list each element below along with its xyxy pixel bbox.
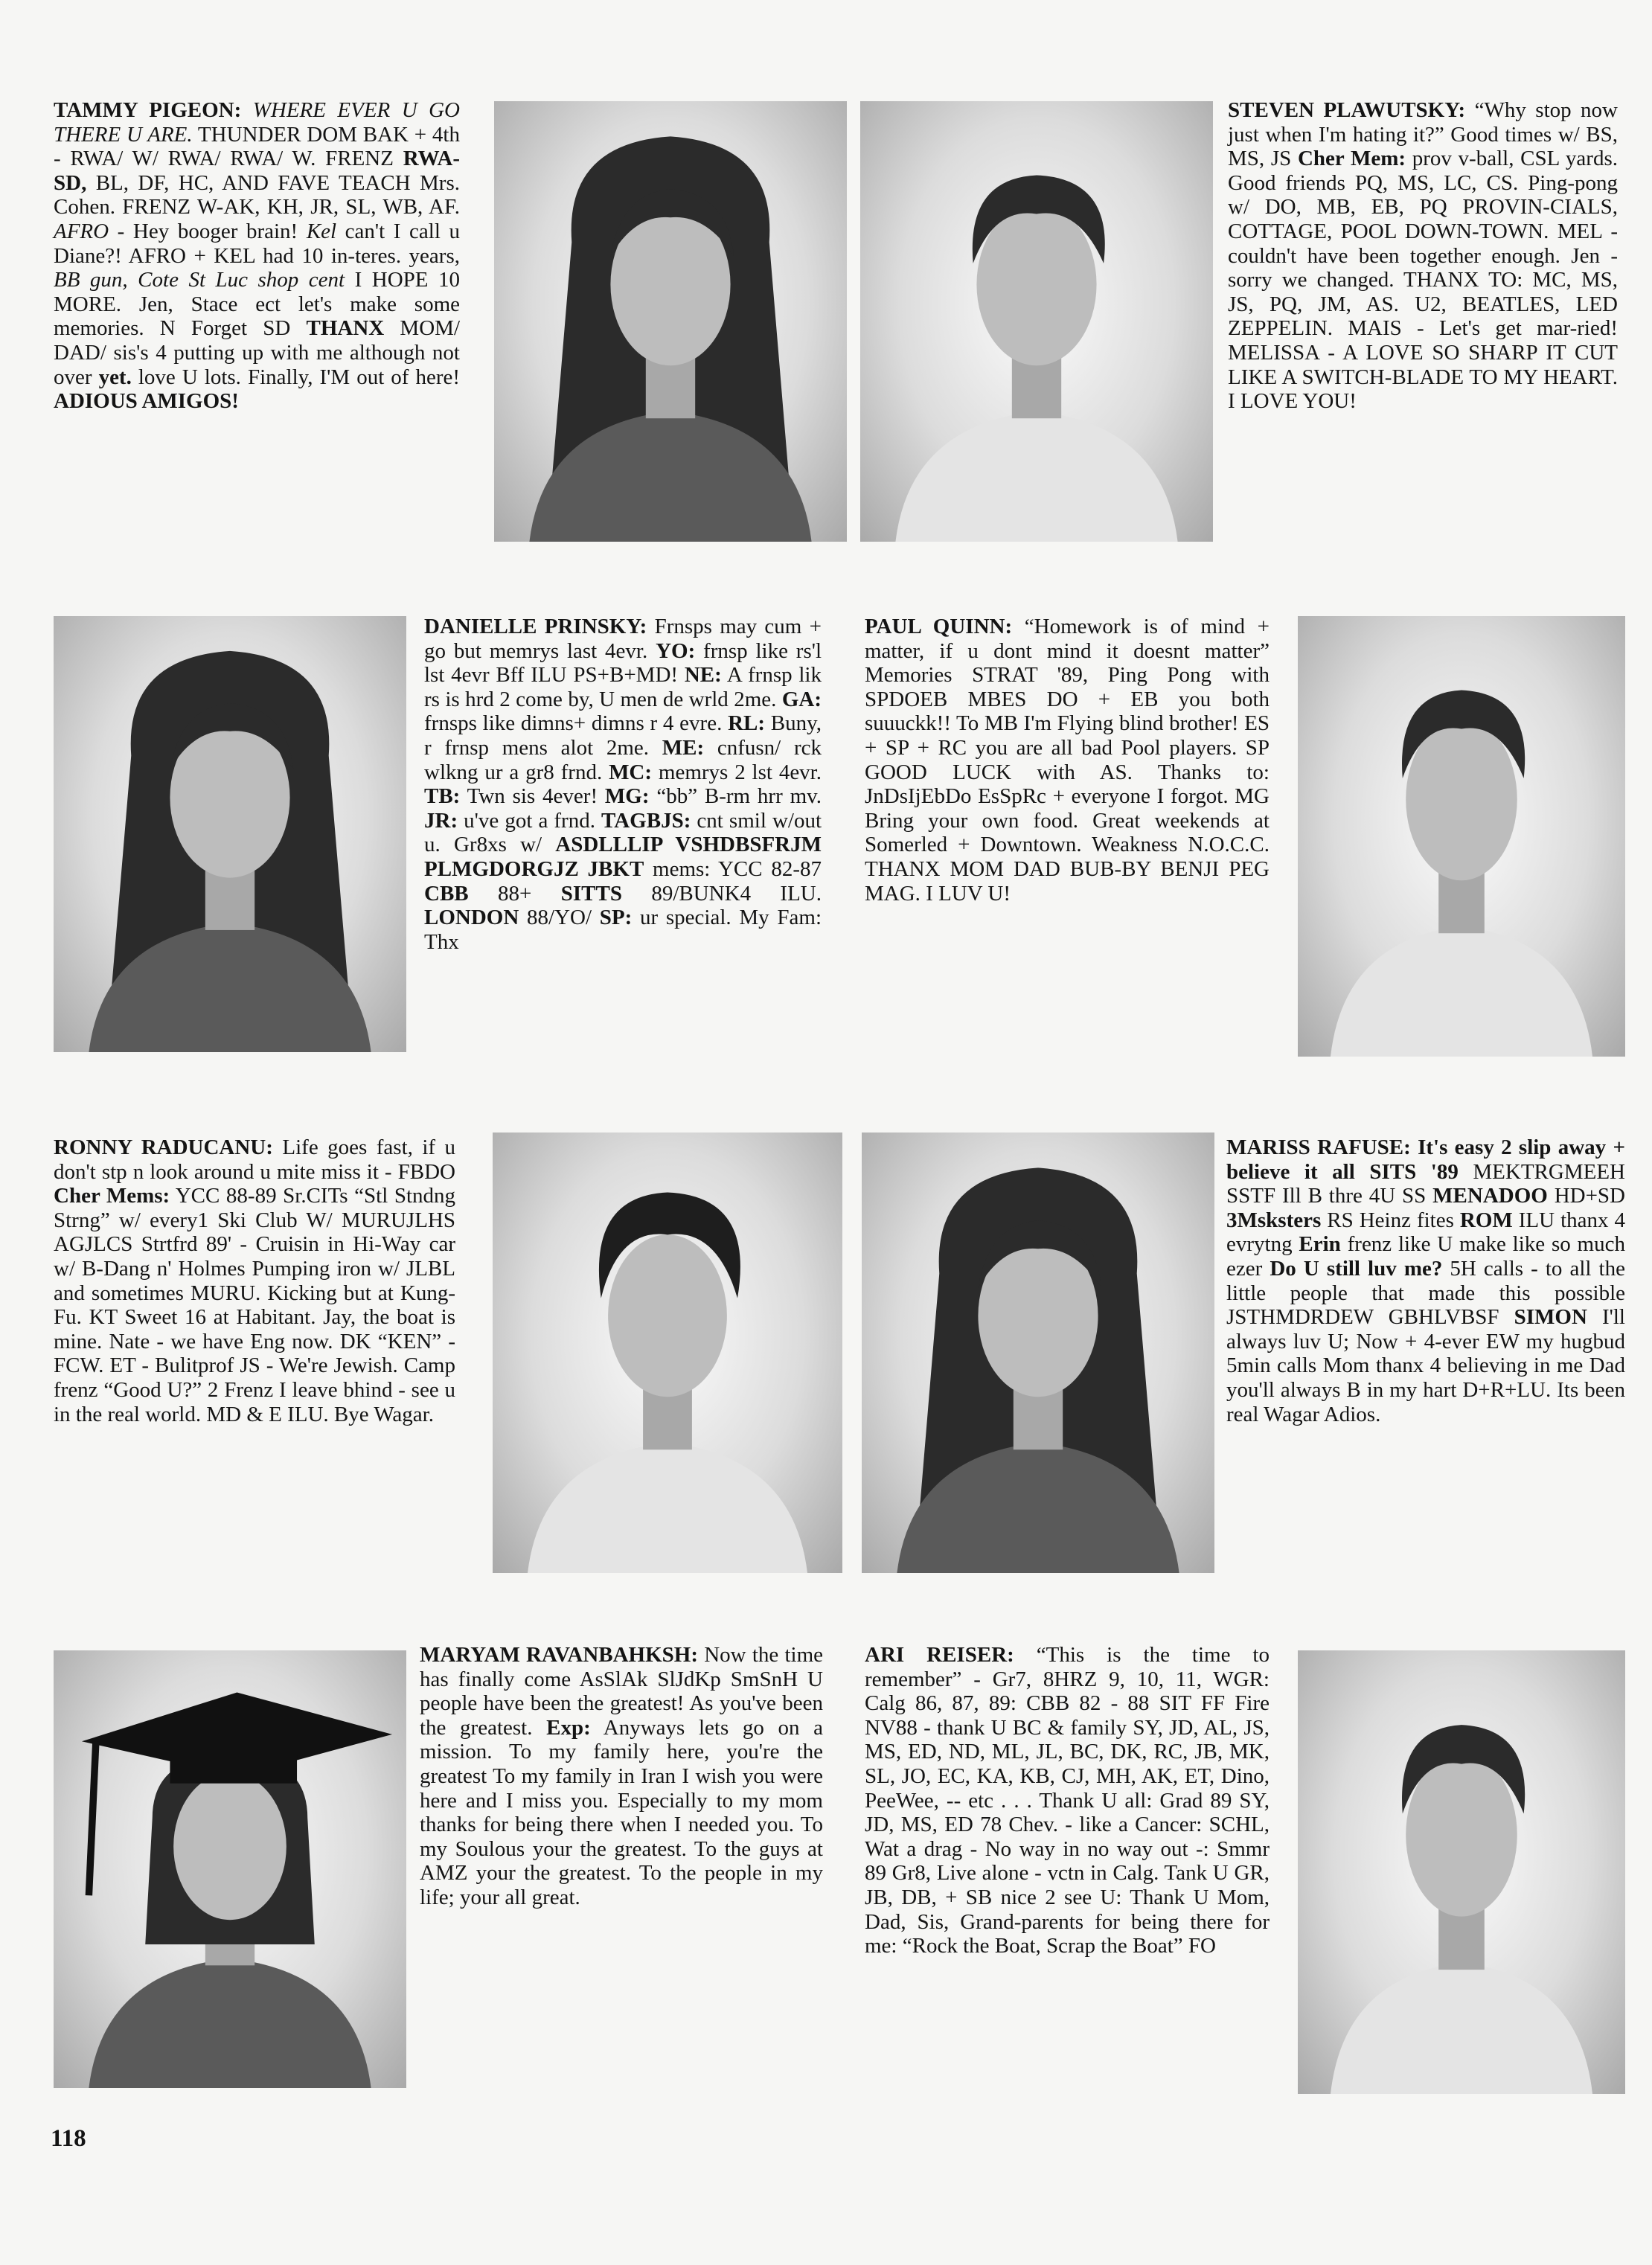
bio-text: 88/YO/ xyxy=(519,906,600,930)
portrait-image xyxy=(494,101,847,542)
student-name: STEVEN PLAWUTSKY: xyxy=(1228,98,1466,122)
bio-text: memrys 2 lst 4evr. xyxy=(652,760,822,784)
bio-steven-plawutsky xyxy=(1228,98,1618,414)
bio-text: “bb” B-rm hrr mv. xyxy=(649,784,822,809)
bio-text: RWA-SD, xyxy=(54,147,460,195)
bio-text: Frnsps may cum + go but memrys last 4evr. xyxy=(424,615,822,663)
bio-text: MEKTRGMEEH SSTF Ill B thre 4U SS xyxy=(1226,1159,1625,1208)
bio-text: “Why stop now just when I'm hating it?” Good times w/ BS, MS, JS xyxy=(1228,98,1618,171)
portrait-image xyxy=(493,1132,842,1573)
portrait-ronny-raducanu xyxy=(493,1132,842,1573)
bio-text: 88+ xyxy=(468,881,561,906)
bio-text: Do U still luv me? xyxy=(1270,1256,1443,1281)
bio-text: GA: xyxy=(781,687,822,711)
bio-text: YO: xyxy=(656,638,696,663)
bio-text: u've got a frnd. xyxy=(458,808,602,833)
portrait-image xyxy=(54,616,406,1052)
bio-text: can't I call u Diane?! AFRO + KEL had 10 in-teres. years, xyxy=(54,219,461,268)
portrait-image xyxy=(860,101,1213,542)
bio-text: 5H calls - to all the little people that made this possible JSTHMDRDEW GBHLVBSF xyxy=(1226,1256,1625,1330)
bio-paul-quinn xyxy=(865,615,1270,906)
bio-text: JR: xyxy=(424,808,458,833)
bio-text: YCC 88-89 Sr.CITs “Stl Stndng Strng” w/ every1 Ski Club W/ MURUJLHS AGJLCS Strtfrd 89' - Cruisin in Hi-Way car w/ B-Dang n' Holmes Pumping iron w/ JLBL and sometimes MURU. Kicking but at Kung-Fu. KT Sweet 16 at Habitant. Jay, the boat is mine. Nate - we have Eng now. DK “KEN” - FCW. ET - Bulitprof JS - We're Jewish. Camp frenz “Good U?” 2 Frenz I leave bhind - see u in the real world. MD & E ILU. Bye Wagar. xyxy=(54,1184,456,1426)
bio-text: - Hey booger brain! xyxy=(109,219,307,243)
portrait-image xyxy=(862,1132,1214,1573)
portrait-image xyxy=(1298,1650,1625,2094)
bio-text: ROM xyxy=(1459,1208,1513,1232)
bio-text: “Homework is of mind + matter, if u dont mind it doesnt matter” Memories STRAT '89, Ping Pong with SPDOEB MBES DO + EB you both suuuckk!! To MB I'm Flying blind brother! ES + SP + RC you are all bad Pool players. SP GOOD LUCK with AS. Thanks to: JnDsIjEbDo EsSpRc + everyone I forgot. MG Bring your own food. Great weekends at Somerled + Downtown. Weakness N.O.C.C. THANX MOM DAD BUB-BY BENJI PEG MAG. I LUV U! xyxy=(865,615,1270,906)
bio-text: TB: xyxy=(424,784,461,809)
student-name: PAUL QUINN: xyxy=(865,615,1013,638)
bio-text: ASDLLLIP VSHDBSFRJM PLMGDORGJZ JBKT xyxy=(424,833,822,881)
bio-text: frnsps like dimns+ dimns r 4 evre. xyxy=(424,711,729,736)
bio-text: It's easy 2 slip away + believe it all SITS '89 xyxy=(1226,1135,1625,1184)
portrait-maryam-ravanbahksh xyxy=(54,1650,406,2088)
bio-text: A frnsp lik rs is hrd 2 come by, U men de wrld 2me. xyxy=(424,663,822,711)
bio-text: ur special. My Fam: Thx xyxy=(424,906,822,954)
bio-text: MC: xyxy=(609,760,653,784)
student-name: TAMMY PIGEON: xyxy=(54,98,242,122)
bio-text: ADIOUS AMIGOS! xyxy=(54,389,239,414)
bio-text: THUNDER DOM BAK + 4th - RWA/ W/ RWA/ RWA/ W. FRENZ xyxy=(54,122,460,171)
bio-text: Buny, r frnsp mens alot 2me. xyxy=(424,711,822,760)
bio-text: MENADOO xyxy=(1432,1184,1548,1208)
portrait-steven-plawutsky xyxy=(860,101,1213,542)
bio-text: love U lots. Finally, I'M out of here! xyxy=(131,365,461,389)
bio-ronny-raducanu xyxy=(54,1135,455,1426)
portrait-mariss-rafuse xyxy=(862,1132,1214,1573)
portrait-image xyxy=(54,1650,406,2088)
portrait-image xyxy=(1298,616,1625,1057)
bio-text: HD+SD xyxy=(1547,1184,1625,1208)
bio-text: SIMON xyxy=(1514,1305,1587,1330)
bio-text: 89/BUNK4 ILU. xyxy=(621,881,822,906)
bio-text: BB gun, Cote St Luc shop cent xyxy=(54,268,345,292)
bio-text: 3Msksters xyxy=(1226,1208,1322,1232)
portrait-danielle-prinsky xyxy=(54,616,406,1052)
bio-text: RL: xyxy=(728,711,766,736)
portrait-ari-reiser xyxy=(1298,1650,1625,2094)
bio-text: ILU thanx 4 evrytng xyxy=(1226,1208,1625,1257)
bio-text: SITTS xyxy=(560,881,622,906)
bio-text: Anyways lets go on a mission. To my family here, you're the greatest To my family in Iran I wish you were here and I miss you. Especially to my mom thanks for being there when I needed you. To my Soulous your the greatest. To the guys at AMZ your the greatest. To the people in my life; your all great. xyxy=(420,1715,823,1909)
bio-text: MG: xyxy=(604,784,650,809)
bio-text: LONDON xyxy=(424,906,519,930)
bio-text: Cher Mem: xyxy=(1297,147,1406,171)
bio-text: cnfusn/ rck wlkng ur a gr8 frnd. xyxy=(424,735,822,784)
bio-text: frenz like U make like so much ezer xyxy=(1226,1232,1625,1281)
portrait-tammy-pigeon xyxy=(494,101,847,542)
bio-text: Twn sis 4ever! xyxy=(460,784,605,809)
bio-text: mems: YCC 82-87 xyxy=(644,856,822,881)
bio-text: frnsp like rs'l lst 4evr Bff ILU PS+B+MD! xyxy=(424,638,822,688)
bio-text: WHERE EVER U GO THERE U ARE. xyxy=(54,98,460,147)
bio-text: Erin xyxy=(1299,1232,1341,1257)
bio-text: Life goes fast, if u don't stp n look around u mite miss it - FBDO xyxy=(54,1135,456,1184)
bio-text: ME: xyxy=(662,735,705,760)
bio-text: MOM/ DAD/ sis's 4 putting up with me although not over xyxy=(54,316,460,389)
bio-text: TAGBJS: xyxy=(601,808,691,833)
page-number: 118 xyxy=(51,2125,86,2152)
student-name: RONNY RADUCANU: xyxy=(54,1135,273,1159)
bio-text: Kel xyxy=(306,219,337,243)
bio-text: Cher Mems: xyxy=(54,1184,170,1208)
bio-text: cnt smil w/out u. Gr8xs w/ xyxy=(424,808,822,857)
bio-text: Exp: xyxy=(546,1715,591,1740)
student-name: ARI REISER: xyxy=(865,1643,1014,1667)
portrait-paul-quinn xyxy=(1298,616,1625,1057)
student-name: MARISS RAFUSE: xyxy=(1226,1135,1411,1159)
bio-text: prov v-ball, CSL yards. Good friends PQ, MS, LC, CS. Ping-pong w/ DO, MB, EB, PQ PROVIN-CIALS, COTTAGE, POOL DOWN-TOWN. MEL - couldn't have been together enough. Jen - sorry we changed. THANX TO: MC, MS, JS, PQ, JM, AS. U2, BEATLES, LED ZEPPELIN. MAIS - Let's get mar-ried! MELISSA - A LOVE SO SHARP IT CUT LIKE A SWITCH-BLADE TO MY HEART. I LOVE YOU! xyxy=(1228,147,1618,414)
student-name: DANIELLE PRINSKY: xyxy=(424,615,647,638)
bio-ari-reiser xyxy=(865,1643,1270,1958)
bio-mariss-rafuse xyxy=(1226,1135,1625,1426)
bio-text: AFRO xyxy=(54,219,109,243)
bio-text: SP: xyxy=(599,906,633,930)
student-name: MARYAM RAVANBAHKSH: xyxy=(420,1643,699,1667)
bio-text: I'll always luv U; Now + 4-ever EW my hugbud 5min calls Mom thanx 4 believing in me Dad you'll always B in my hart D+R+LU. Its been real Wagar Adios. xyxy=(1226,1305,1625,1426)
bio-text: yet. xyxy=(98,365,132,389)
bio-text: BL, DF, HC, AND FAVE TEACH Mrs. Cohen. FRENZ W-AK, KH, JR, SL, WB, AF. xyxy=(54,170,460,220)
bio-text: RS Heinz fites xyxy=(1321,1208,1460,1232)
bio-tammy-pigeon xyxy=(54,98,460,414)
bio-text: THANX xyxy=(306,316,385,341)
bio-text: CBB xyxy=(424,881,469,906)
bio-text: “This is the time to remember” - Gr7, 8HRZ 9, 10, 11, WGR: Calg 86, 87, 89: CBB 82 - 88 SIT FF Fire NV88 - thank U BC & family SY, JD, AL, JS, MS, ED, ND, ML, JL, BC, DK, RC, JB, MK, SL, JO, EC, KA, KB, CJ, MH, AK, ET, Dino, PeeWee, -- etc . . . Thank U all: Grad 89 SY, JD, MS, ED 78 Chev. - like a Cancer: SCHL, Wat a drag - No way in no way out -: Smmr 89 Gr8, Live alone - vctn in Calg. Tank U GR, JB, DB, + SB nice 2 see U: Thank U Mom, Dad, Sis, Grand-parents for being there for me: “Rock the Boat, Scrap the Boat” FO xyxy=(865,1643,1270,1958)
bio-danielle-prinsky xyxy=(424,615,822,954)
bio-maryam-ravanbahksh xyxy=(420,1643,823,1910)
bio-text: NE: xyxy=(684,663,722,688)
bio-text: I HOPE 10 MORE. Jen, Stace ect let's make some memories. N Forget SD xyxy=(54,268,461,341)
bio-text: Now the time has finally come AsSlAk SlJdKp SmSnH U people have been the greatest! As you've been the greatest. xyxy=(420,1643,823,1740)
